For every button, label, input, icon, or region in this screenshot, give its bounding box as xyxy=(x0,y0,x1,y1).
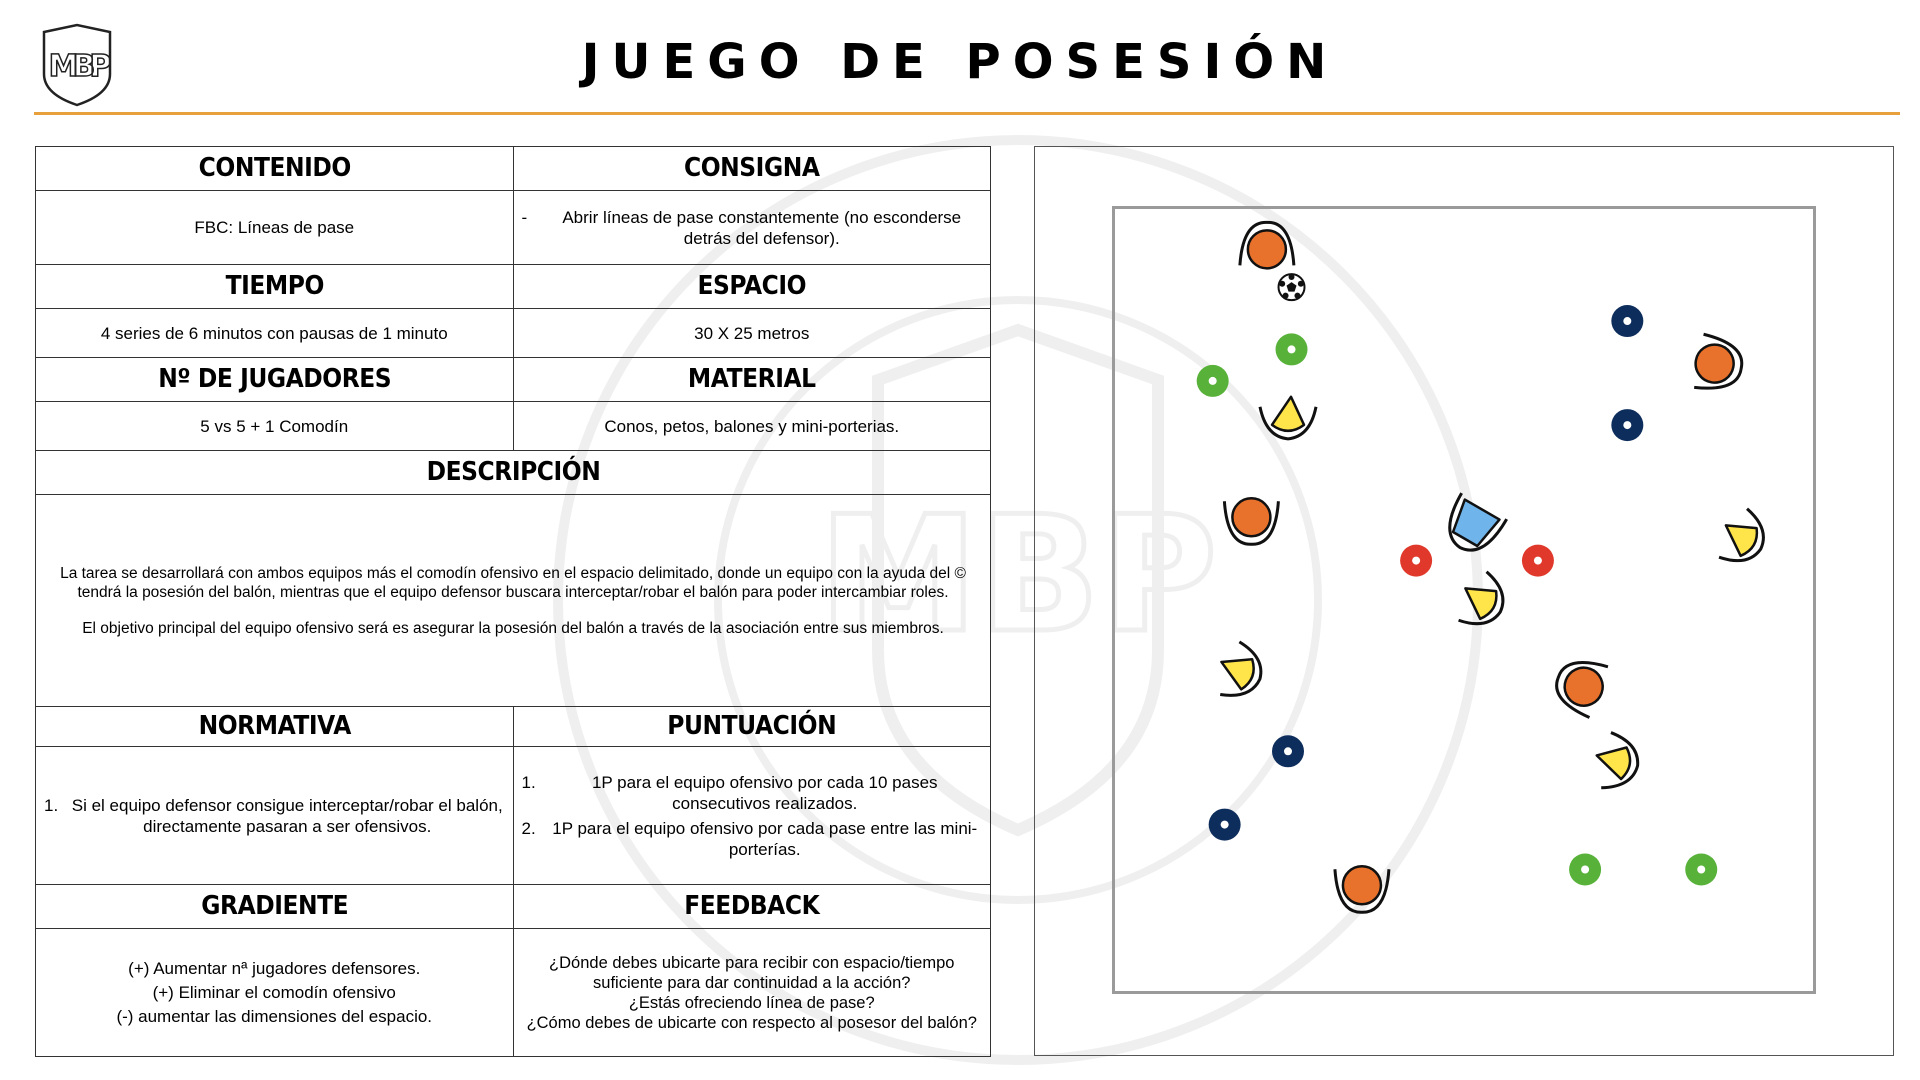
puntuacion-item xyxy=(522,818,983,860)
puntuacion-value xyxy=(513,747,991,885)
gradiente-line: (+) Aumentar nª jugadores defensores. xyxy=(128,958,421,978)
puntuacion-item-number: 2. xyxy=(521,818,536,838)
descripcion-paragraph-2: El objetivo principal del equipo ofensivo será es asegurar la posesión del balón a través de la asociación entre sus miembros. xyxy=(82,619,944,637)
normativa-item xyxy=(44,795,505,837)
material-value: Conos, petos, balones y mini-porterias. xyxy=(513,402,991,451)
puntuacion-header: PUNTUACIÓN xyxy=(537,707,967,747)
puntuacion-item xyxy=(522,772,983,814)
player-orange-icon xyxy=(1335,866,1389,912)
puntuacion-item-number: 1. xyxy=(521,772,536,792)
cone-navy-icon xyxy=(1209,809,1241,841)
gradiente-line: (+) Eliminar el comodín ofensivo xyxy=(152,982,396,1002)
player-orange-icon xyxy=(1549,652,1611,718)
cone-green-icon xyxy=(1276,333,1308,365)
material-header: MATERIAL xyxy=(537,358,967,402)
normativa-header: NORMATIVA xyxy=(59,707,489,747)
feedback-question: ¿Estás ofreciendo línea de pase? xyxy=(628,993,875,1012)
gradiente-line: (-) aumentar las dimensiones del espacio. xyxy=(116,1006,433,1026)
cone-red-icon xyxy=(1522,545,1554,577)
player-yellow-icon xyxy=(1450,567,1514,636)
contenido-value: FBC: Líneas de pase xyxy=(36,191,514,265)
cone-navy-icon xyxy=(1272,735,1304,767)
title-divider xyxy=(34,112,1900,115)
cone-navy-icon xyxy=(1611,305,1643,337)
player-yellow-icon xyxy=(1591,731,1642,793)
cone-green-icon xyxy=(1569,853,1601,885)
normativa-item-text: Si el equipo defensor consigue interceptar/robar el balón, directamente pasaran a ser ofensivos. xyxy=(71,795,503,836)
drill-field xyxy=(1112,206,1816,994)
cone-green-icon xyxy=(1197,365,1229,397)
cone-navy-icon xyxy=(1611,409,1643,441)
diagram-markers xyxy=(1197,222,1775,912)
soccer-ball-icon xyxy=(1279,274,1305,300)
normativa-item-number: 1. xyxy=(44,795,59,815)
puntuacion-item-text: 1P para el equipo ofensivo por cada 10 pases consecutivos realizados. xyxy=(591,772,938,813)
descripcion-value xyxy=(36,495,991,707)
feedback-header: FEEDBACK xyxy=(537,885,967,929)
tiempo-value: 4 series de 6 minutos con pausas de 1 minuto xyxy=(36,309,514,358)
svg-text:MBP: MBP xyxy=(48,49,106,84)
gradiente-header: GRADIENTE xyxy=(59,885,489,929)
contenido-header: CONTENIDO xyxy=(59,147,489,191)
feedback-question: ¿Cómo debes de ubicarte con respecto al posesor del balón? xyxy=(526,1013,977,1032)
player-orange-icon xyxy=(1224,498,1278,544)
gradiente-value xyxy=(36,929,514,1057)
espacio-header: ESPACIO xyxy=(537,265,967,309)
page-title: JUEGO DE POSESIÓN xyxy=(581,34,1339,90)
consigna-value xyxy=(513,191,991,265)
puntuacion-item-text: 1P para el equipo ofensivo por cada pase entre las mini-porterías. xyxy=(552,818,978,859)
player-yellow-icon xyxy=(1211,638,1270,705)
consigna-dash: - xyxy=(521,207,528,227)
player-yellow-icon xyxy=(1710,504,1774,573)
player-orange-icon xyxy=(1240,222,1294,268)
descripcion-paragraph-1: La tarea se desarrollará con ambos equipos más el comodín ofensivo en el espacio delimitado, donde un equipo con la ayuda del © tendrá la posesión del balón, mientras que el equipo defensor buscara interceptar/robar el balón para poder intercambiar roles. xyxy=(60,564,966,601)
player-joker-icon xyxy=(1438,493,1507,561)
jugadores-value: 5 vs 5 + 1 Comodín xyxy=(36,402,514,451)
player-yellow-icon xyxy=(1260,397,1316,439)
tiempo-header: TIEMPO xyxy=(59,265,489,309)
descripcion-header: DESCRIPCIÓN xyxy=(83,451,943,495)
player-orange-icon xyxy=(1691,334,1746,395)
cone-red-icon xyxy=(1400,545,1432,577)
espacio-value: 30 X 25 metros xyxy=(513,309,991,358)
consigna-text: Abrir líneas de pase constantemente (no esconderse detrás del defensor). xyxy=(562,207,962,248)
cone-green-icon xyxy=(1685,853,1717,885)
jugadores-header: Nº DE JUGADORES xyxy=(59,358,489,402)
consigna-header: CONSIGNA xyxy=(537,147,967,191)
feedback-question: ¿Dónde debes ubicarte para recibir con espacio/tiempo suficiente para dar continuidad a la acción? xyxy=(549,953,955,992)
svg-text:MBP: MBP xyxy=(818,481,1218,668)
normativa-value xyxy=(36,747,514,885)
feedback-value xyxy=(513,929,991,1057)
session-info-table xyxy=(35,146,991,1057)
